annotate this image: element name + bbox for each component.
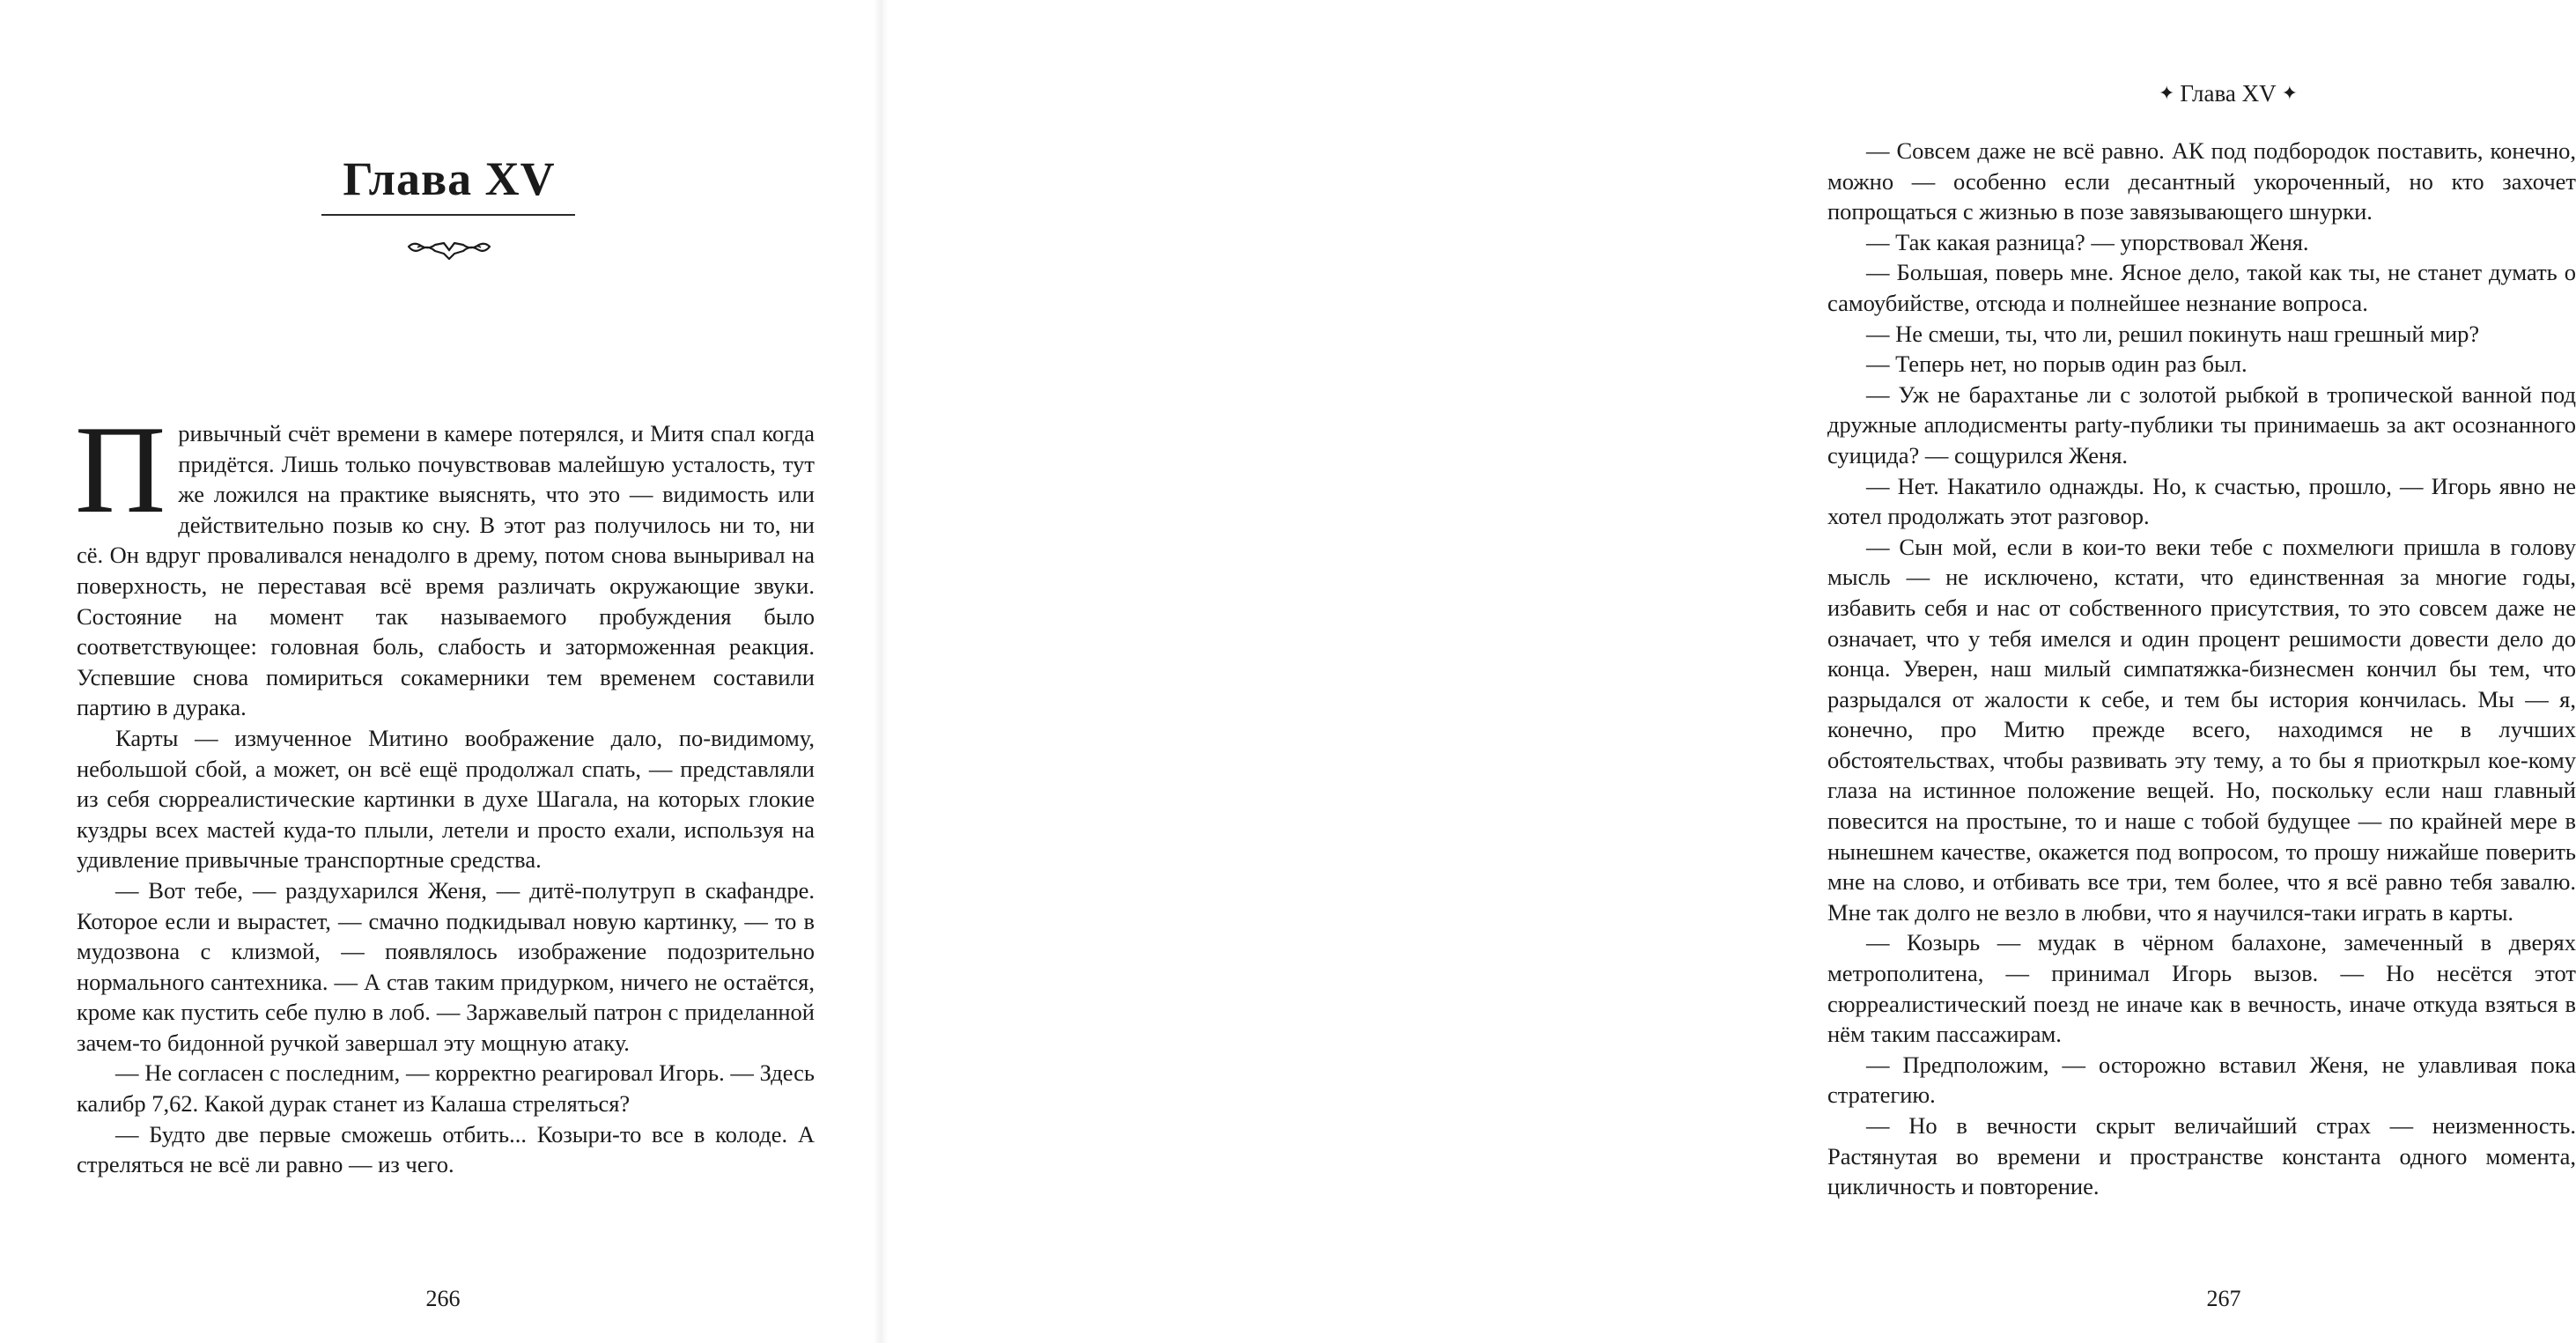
paragraph: — Уж не барахтанье ли с золотой рыбкой в тропической ванной под дружные аплодисменты party-публики ты принимаешь за акт осознанного суицида? — сощурился Женя. bbox=[1827, 380, 2576, 469]
paragraph: — Теперь нет, но порыв один раз был. bbox=[1866, 351, 2248, 378]
paragraph-text: ривычный счёт времени в камере потерялся, и Митя спал когда придётся. Лишь только почувствовав малейшую усталость, тут же ложился на практике выяснять, что это — видимость или действительно позыв ко сну. В этот раз получилось ни то, ни сё. Он вдруг проваливался ненадолго в дрему, потом снова выныривал на поверхность, не переставая всё время различать окружающие звуки. Состояние на момент так называемого пробуждения было соответствующее: головная боль, слабость и заторможенная реакция. Успевшие снова помириться сокамерники тем временем составили партию в дурака. bbox=[77, 420, 815, 721]
paragraph bbox=[75, 400, 815, 723]
paragraph: — Не смеши, ты, что ли, решил покинуть наш грешный мир? bbox=[1866, 320, 2480, 347]
left-page bbox=[0, 0, 881, 1343]
right-page bbox=[881, 0, 2576, 1343]
paragraph: — Предположим, — осторожно вставил Женя, не улавливая пока стратегию. bbox=[1827, 1051, 2576, 1109]
paragraph: — Большая, поверь мне. Ясное дело, такой как ты, не станет думать о самоубийстве, отсюда и полнейшее незнание вопроса. bbox=[1827, 259, 2576, 316]
page-number: 267 bbox=[2206, 1286, 2241, 1311]
running-header bbox=[2122, 77, 2334, 109]
paragraph: — Так какая разница? — упорствовал Женя. bbox=[1866, 228, 2309, 255]
paragraph: — Козырь — мудак в чёрном балахоне, замеченный в дверях метрополитена, — принимал Игорь вызов. — Но несётся этот сюрреалистический поезд не иначе как в вечность, иначе откуда взяться в нём таким пассажирам. bbox=[1827, 929, 2576, 1048]
paragraph: — Не согласен с последним, — корректно реагировал Игорь. — Здесь калибр 7,62. Какой дурак станет из Калаша стреляться? bbox=[77, 1059, 815, 1118]
paragraph: Карты — измученное Митино воображение дало, по-видимому, небольшой сбой, а может, он всё ещё продолжал спать, — представляли из себя сюрреалистические картинки в духе Шагала, на которых глокие куздры всех мастей куда-то плыли, летели и просто ехали, используя на удивление привычные транспортные средства. bbox=[77, 724, 815, 874]
chapter-title: Глава XV bbox=[343, 152, 556, 205]
paragraph: — Будто две первые сможешь отбить... Козыри-то все в колоде. А стреляться не всё ли равно — из чего. bbox=[77, 1120, 815, 1178]
running-header-text: Глава XV bbox=[2180, 80, 2277, 107]
drop-cap: П bbox=[75, 400, 166, 539]
right-page-body bbox=[1827, 136, 2576, 1202]
paragraph: — Совсем даже не всё равно. АК под подбородок поставить, конечно, можно — особенно если десантный укороченный, но кто захочет попрощаться с жизнью в позе завязывающего шнурки. bbox=[1827, 137, 2576, 225]
flourish-ornament-icon bbox=[405, 236, 493, 262]
paragraph: — Сын мой, если в кои-то веки тебе с похмелюги пришла в голову мысль — не исключено, кстати, что единственная за многие годы, избавить себя и нас от собственного присутствия, то это совсем даже не означает, что у тебя имелся и один процент решимости довести дело до конца. Уверен, наш милый симпатяжка-бизнесмен кончил бы тем, что разрыдался от жалости к себе, и тем бы история кончилась. Мы — я, конечно, про Митю прежде всего, находимся не в лучших обстоятельствах, чтобы развивать эту тему, а то бы я приоткрыл кое-кому глаза на истинное положение вещей. Но, поскольку если наш главный повесится на простыне, то и наше с тобой будущее — по крайней мере в нынешнем качестве, окажется под вопросом, то прошу нижайше поверить мне на слово, и отбивать все три, тем более, что я всё равно тебя завалю. Мне так долго не везло в любви, что я научился-таки играть в карты. bbox=[1827, 533, 2576, 926]
chapter-title-rule bbox=[321, 214, 575, 216]
left-page-body bbox=[75, 400, 815, 1180]
page-number: 266 bbox=[425, 1286, 461, 1311]
paragraph: — Вот тебе, — раздухарился Женя, — дитё-полутруп в скафандре. Которое если и вырастет, — смачно подкидывал новую картинку, — то в мудозвона с клизмой, — появлялось изображение подозрительно нормального сантехника. — А став таким придурком, ничего не остаётся, кроме как пустить себе пулю в лоб. — Заржавелый патрон с приделанной зачем-то бидонной ручкой завершал эту мощную атаку. bbox=[77, 876, 815, 1056]
paragraph: — Нет. Накатило однажды. Но, к счастью, прошло, — Игорь явно не хотел продолжать этот разговор. bbox=[1827, 472, 2576, 530]
star-ornament-icon: ✦ bbox=[2281, 82, 2299, 104]
star-ornament-icon: ✦ bbox=[2158, 82, 2175, 104]
paragraph: — Но в вечности скрыт величайший страх — неизменность. Растянутая во времени и пространстве константа одного момента, цикличность и повторение. bbox=[1827, 1112, 2576, 1200]
